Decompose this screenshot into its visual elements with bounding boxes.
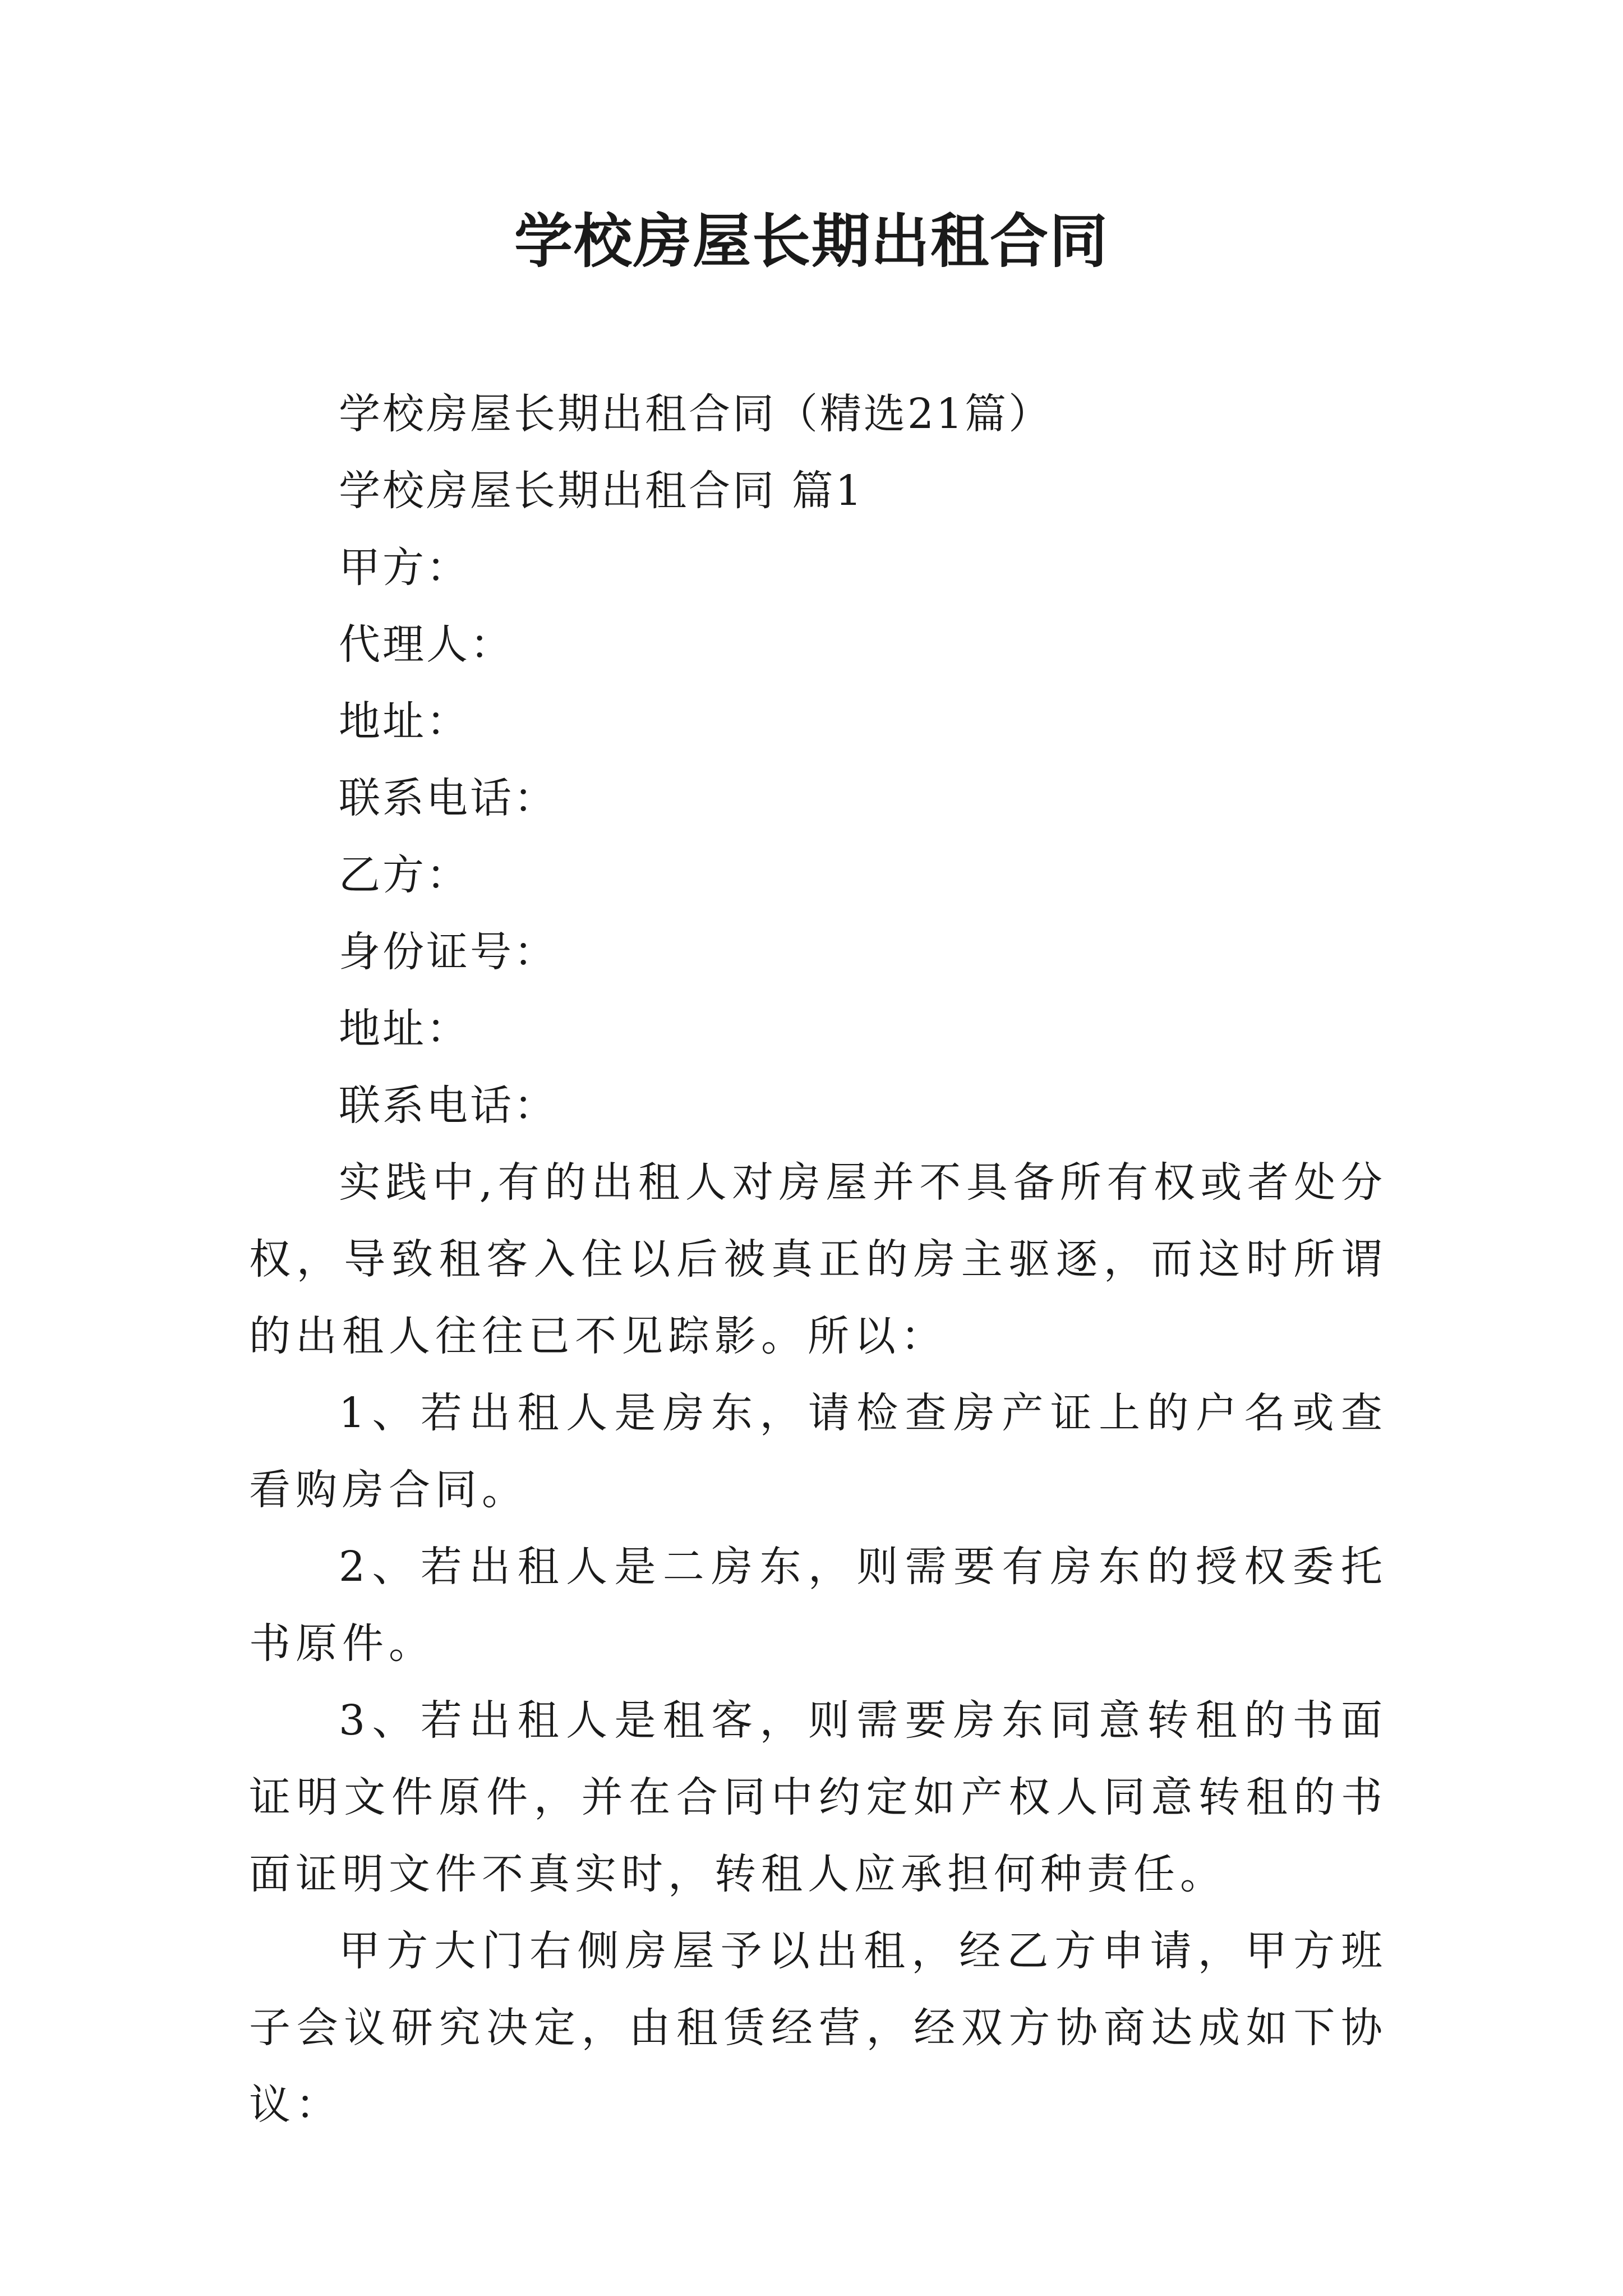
paragraph-item-1: 1、若出租人是房东，请检查房产证上的户名或查看购房合同。 (249, 1389, 1387, 1514)
party-b-address-field: 地址： (339, 1005, 470, 1053)
party-b-field: 乙方： (339, 851, 470, 899)
section-heading: 学校房屋长期出租合同 篇1 (339, 467, 864, 515)
party-a-phone-field: 联系电话： (339, 774, 557, 822)
paragraph-practice: 实践中,有的出租人对房屋并不具备所有权或者处分权，导致租客入住以后被真正的房主驱逐，而这时所谓的出租人往往已不见踪影。所以： (249, 1158, 1387, 1360)
document-subtitle: 学校房屋长期出租合同（精选21篇） (339, 390, 1053, 438)
paragraph-item-2: 2、若出租人是二房东，则需要有房东的授权委托书原件。 (249, 1543, 1387, 1668)
paragraph-agreement: 甲方大门右侧房屋予以出租，经乙方申请，甲方班子会议研究决定，由租赁经营，经双方协商达成如下协议： (249, 1927, 1387, 2129)
party-b-phone-field: 联系电话： (339, 1082, 557, 1130)
party-a-address-field: 地址： (339, 697, 470, 746)
agent-field: 代理人： (339, 620, 514, 669)
paragraph-item-3: 3、若出租人是租客，则需要房东同意转租的书面证明文件原件，并在合同中约定如产权人同意转租的书面证明文件不真实时，转租人应承担何种责任。 (249, 1696, 1387, 1898)
party-a-field: 甲方： (339, 544, 470, 592)
document-body (249, 376, 1387, 2143)
document-title: 学校房屋长期出租合同 (514, 206, 1109, 275)
id-number-field: 身份证号： (339, 928, 557, 976)
